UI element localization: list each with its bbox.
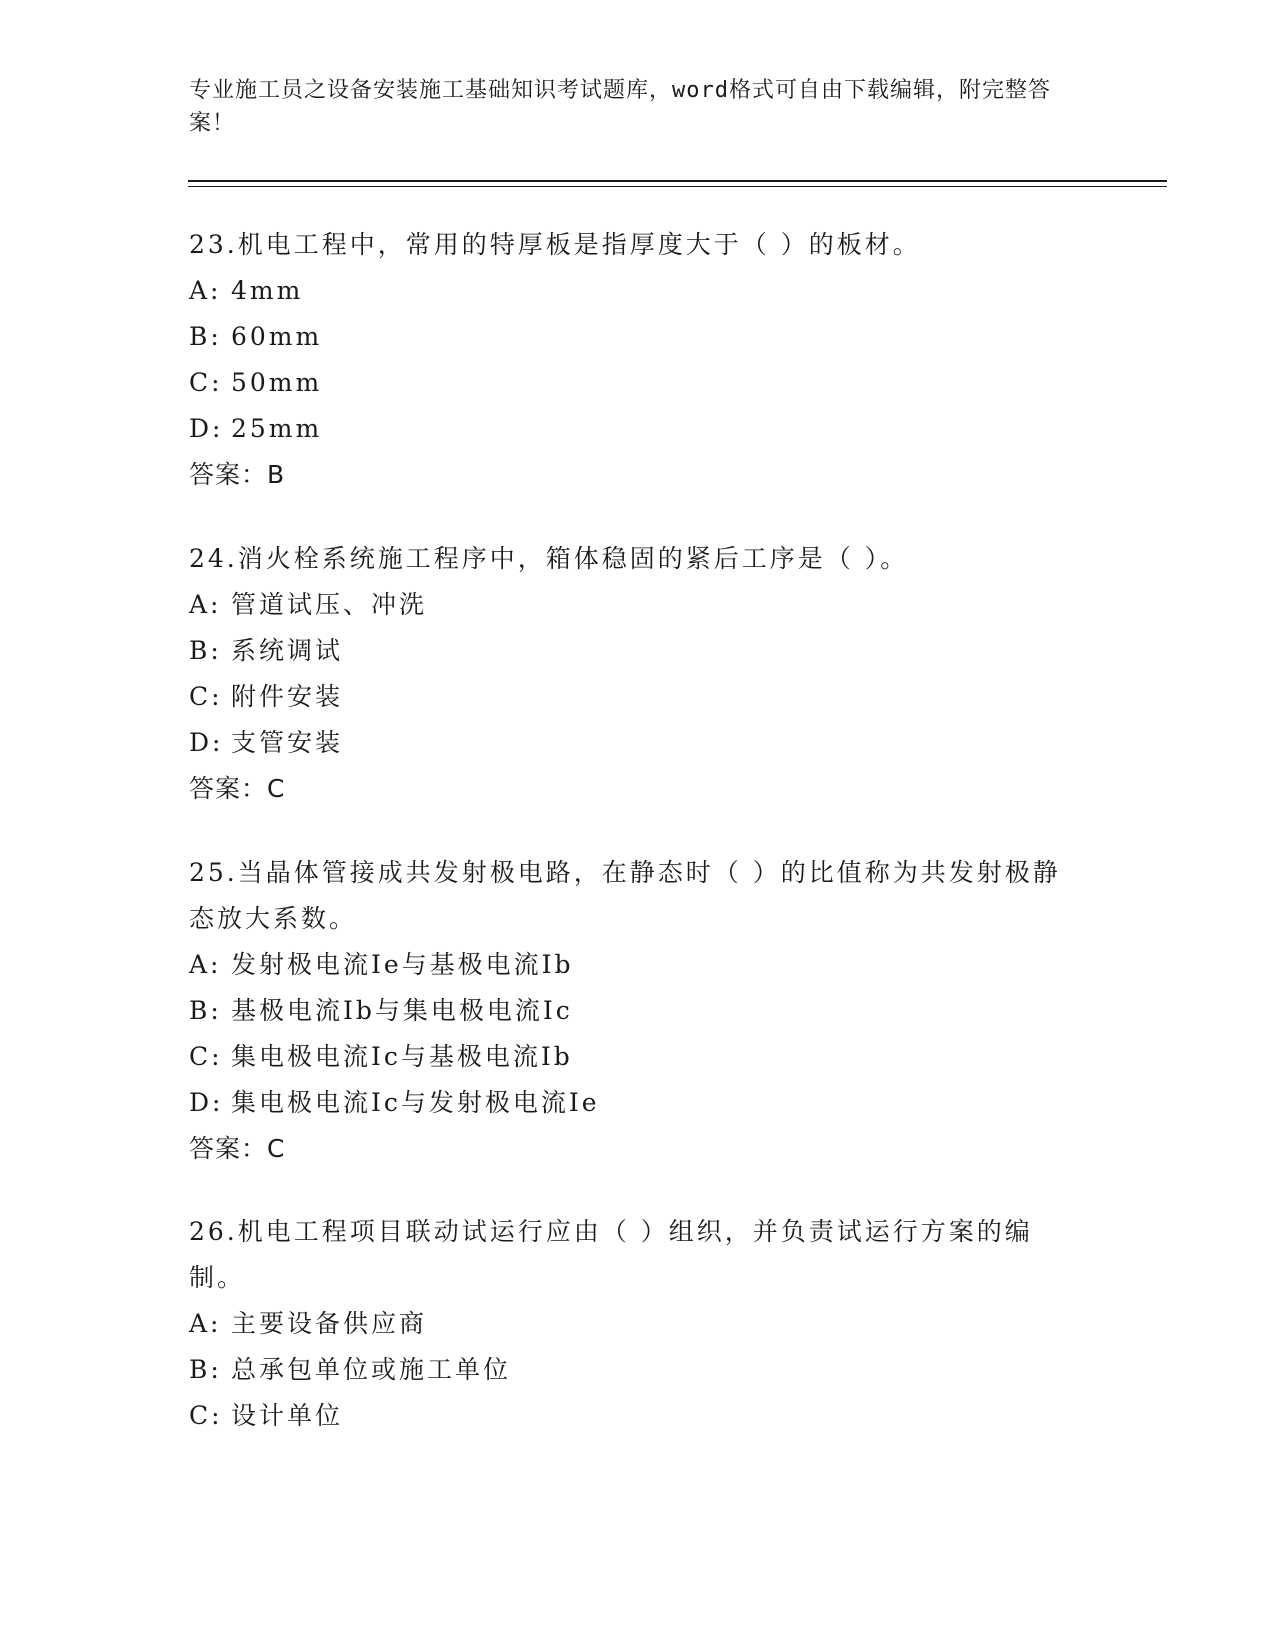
answer-line: 答案：C (189, 774, 286, 803)
option-text: 4mm (231, 276, 304, 305)
option-b (189, 628, 1069, 674)
option-key: C: (189, 368, 223, 397)
question-stem: 23.机电工程中，常用的特厚板是指厚度大于（ ）的板材。 (189, 230, 921, 259)
option-key: C: (189, 1042, 223, 1071)
option-c (189, 360, 1069, 406)
option-text: 基极电流Ib与集电极电流Ic (231, 996, 573, 1025)
option-key: A: (189, 1309, 222, 1338)
option-text: 主要设备供应商 (231, 1309, 428, 1338)
header-divider-thick (188, 180, 1167, 182)
option-text: 集电极电流Ic与发射极电流Ie (231, 1088, 600, 1117)
option-text: 支管安装 (231, 728, 344, 757)
option-key: B: (189, 322, 222, 351)
option-text: 60mm (231, 322, 323, 351)
option-b (189, 988, 1069, 1034)
option-key: B: (189, 1355, 222, 1384)
option-b (189, 1347, 1069, 1393)
question-stem: 25.当晶体管接成共发射极电路，在静态时（ ）的比值称为共发射极静态放大系数。 (189, 858, 1061, 933)
option-key: D: (189, 728, 224, 757)
option-b (189, 314, 1069, 360)
option-c (189, 1034, 1069, 1080)
question-26 (189, 1209, 1069, 1439)
option-text: 50mm (231, 368, 323, 397)
option-key: A: (189, 950, 222, 979)
option-key: A: (189, 276, 222, 305)
answer-line: 答案：C (189, 1134, 286, 1163)
option-a (189, 268, 1069, 314)
option-key: C: (189, 1401, 223, 1430)
option-text: 系统调试 (231, 636, 344, 665)
option-text: 集电极电流Ic与基极电流Ib (231, 1042, 573, 1071)
option-d (189, 720, 1069, 766)
option-text: 附件安装 (231, 682, 344, 711)
option-text: 发射极电流Ie与基极电流Ib (231, 950, 574, 979)
option-a (189, 1301, 1069, 1347)
question-stem: 24.消火栓系统施工程序中，箱体稳固的紧后工序是（ ）。 (189, 544, 909, 573)
option-key: B: (189, 996, 222, 1025)
option-d (189, 406, 1069, 452)
header-divider-thin (188, 186, 1167, 187)
option-key: D: (189, 1088, 224, 1117)
option-text: 设计单位 (231, 1401, 344, 1430)
option-text: 管道试压、冲洗 (231, 590, 428, 619)
question-stem: 26.机电工程项目联动试运行应由（ ）组织，并负责试运行方案的编制。 (189, 1217, 1033, 1292)
option-c (189, 1393, 1069, 1439)
option-key: D: (189, 414, 224, 443)
question-23 (189, 222, 1069, 498)
option-key: C: (189, 682, 223, 711)
question-24 (189, 536, 1069, 812)
option-d (189, 1080, 1069, 1126)
option-a (189, 942, 1069, 988)
option-c (189, 674, 1069, 720)
option-key: B: (189, 636, 222, 665)
option-text: 25mm (231, 414, 323, 443)
document-header: 专业施工员之设备安装施工基础知识考试题库，word格式可自由下载编辑，附完整答案！ (189, 78, 1051, 136)
answer-line: 答案：B (189, 460, 286, 489)
option-a (189, 582, 1069, 628)
question-25 (189, 850, 1069, 1172)
option-text: 总承包单位或施工单位 (231, 1355, 512, 1384)
option-key: A: (189, 590, 222, 619)
